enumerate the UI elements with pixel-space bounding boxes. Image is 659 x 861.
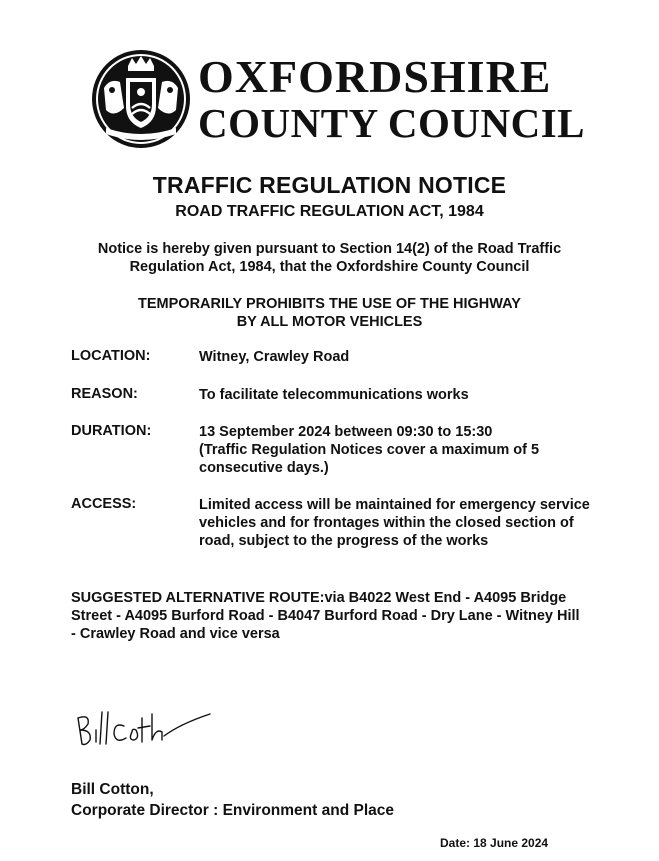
signatory-block	[71, 779, 394, 821]
prohibition-statement	[0, 295, 659, 331]
council-name-line1: OXFORDSHIRE	[198, 51, 552, 102]
notice-statement-line1: Notice is hereby given pursuant to Section 14(2) of the Road Traffic	[97, 241, 562, 257]
council-name-line2: COUNTY COUNCIL	[198, 100, 586, 146]
reason-label: REASON:	[71, 386, 138, 402]
duration-value: 13 September 2024 between 09:30 to 15:30 (Traffic Regulation Notices cover a maximum of 5 consecutive days.)	[199, 424, 540, 476]
notice-date: Date: 18 June 2024	[440, 836, 549, 850]
access-value: Limited access will be maintained for emergency service vehicles and for frontages within the closed section of road, subject to the progress of the works	[199, 497, 590, 549]
reason-value: To facilitate telecommunications works	[199, 387, 469, 403]
council-crest-logo	[90, 48, 192, 150]
prohibition-line1: TEMPORARILY PROHIBITS THE USE OF THE HIGHWAY	[138, 296, 521, 312]
signatory-name: Bill Cotton,	[71, 781, 154, 798]
access-label: ACCESS:	[71, 496, 137, 512]
location-label: LOCATION:	[71, 348, 151, 364]
handwritten-signature	[70, 698, 220, 754]
notice-title: TRAFFIC REGULATION NOTICE	[152, 172, 507, 198]
signatory-title: Corporate Director : Environment and Place	[71, 802, 394, 819]
duration-label: DURATION:	[71, 423, 152, 439]
prohibition-line2: BY ALL MOTOR VEHICLES	[236, 314, 423, 330]
council-name-logotype	[198, 51, 586, 146]
notice-statement-line2: Regulation Act, 1984, that the Oxfordshire County Council	[129, 259, 530, 275]
act-subtitle: ROAD TRAFFIC REGULATION ACT, 1984	[175, 203, 484, 220]
location-value: Witney, Crawley Road	[199, 349, 350, 365]
alternative-route: SUGGESTED ALTERNATIVE ROUTE:via B4022 West End - A4095 Bridge Street - A4095 Burford Road - B4047 Burford Road - Dry Lane - Witney Hill - Crawley Road and vice versa	[71, 590, 580, 642]
notice-statement	[0, 240, 659, 276]
